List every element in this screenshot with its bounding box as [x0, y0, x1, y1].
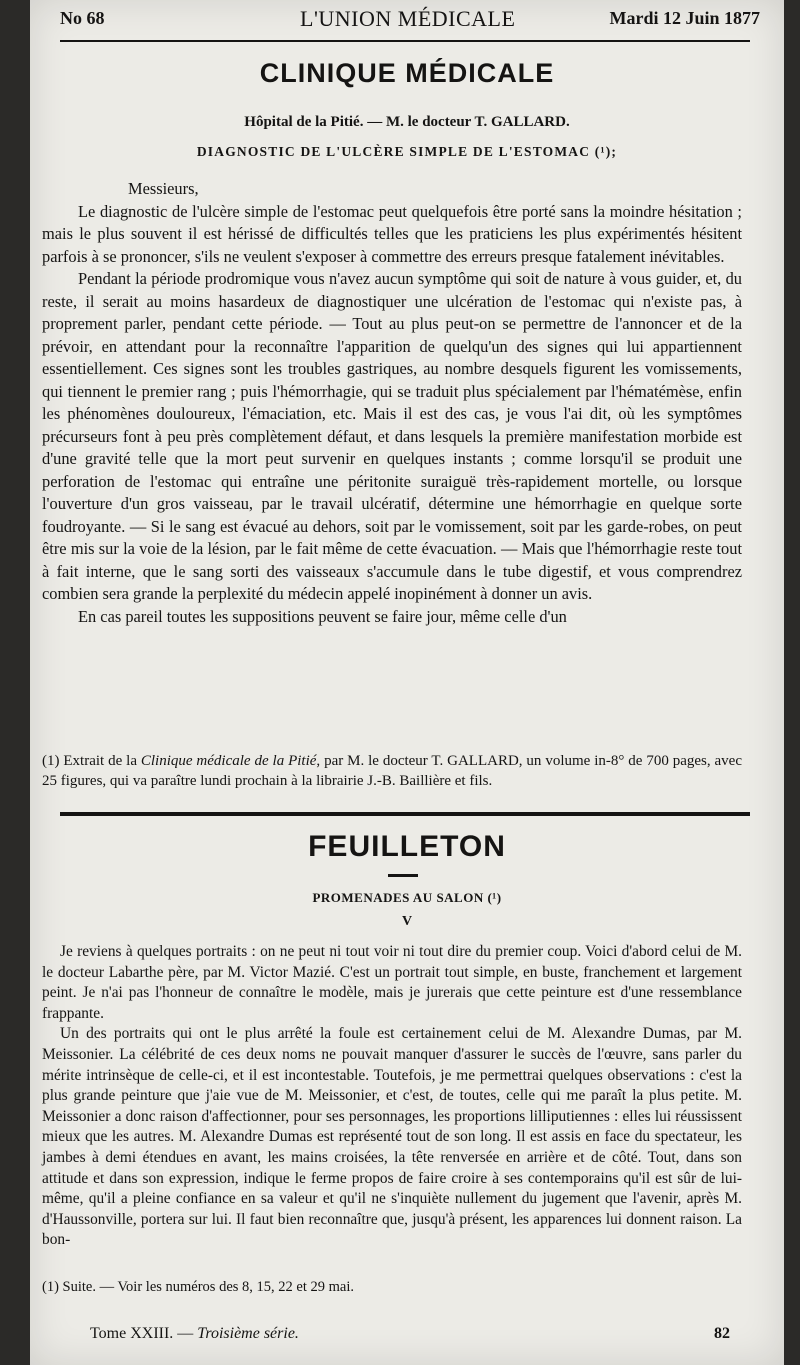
footnote-suffix: , par M. le docteur T. GALLARD, un volume in-8° de 700 pages, avec 25 figures, qui va paraître lundi prochain à la librairie J.-B. Baillière et fils.	[42, 753, 742, 789]
feuilleton-rule	[60, 812, 750, 816]
chapter-number: V	[401, 914, 413, 929]
section-title-feuilleton: FEUILLETON	[308, 830, 506, 863]
salutation: Messieurs,	[128, 179, 199, 198]
paragraph: En cas pareil toutes les suppositions peuvent se faire jour, même celle d'un	[78, 606, 567, 626]
issue-number: No 68	[60, 8, 105, 28]
paragraph: Pendant la période prodromique vous n'avez aucun symptôme qui soit de nature à vous guider, et, du reste, il serait au moins hasardeux de diagnostiquer une ulcération de l'estomac qui n'existe pas, à proprement parler, pendant cette période. — Tout au plus peut-on se permettre de l'annoncer et de la prévoir, en attendant pour la reconnaître l'apparition de quelqu'un des signes qui lui appartiennent essentiellement. Ces signes sont les troubles gastriques, au nombre desquels figurent les vomissements, qui tiennent le premier rang ; puis l'hémorrhagie, qui se traduit plus spécialement par l'hématémèse, enfin les phénomènes douloureux, l'émaciation, etc. Mais il est des cas, je vous l'ai dit, où les symptômes précurseurs font à peu près complètement défaut, et dans lesquels la première manifestation morbide est d'une gravité telle que la mort peut survenir en quelques instants ; comme lorsqu'il se produit une perforation de l'estomac qui entraîne une péritonite suraiguë très-rapidement mortelle, ou lorsque l'ouverture d'un gros vaisseau, par le travail ulcératif, détermine une hémorrhagie en quelque sorte foudroyante. — Si le sang est évacué au dehors, soit par le vomissement, soit par les garde-robes, on peut être mis sur la voie de la lésion, par le fait même de cette évacuation. — Mais que l'hémorrhagie reste tout à fait interne, que le sang sorti des vaisseaux s'accumule dans le tube digestif, et vous comprendrez combien sera grande la perplexité du médecin appelé inopinément à donner un avis.	[42, 269, 742, 603]
issue-date: Mardi 12 Juin 1877	[609, 8, 760, 28]
article-subtitle: DIAGNOSTIC DE L'ULCÈRE SIMPLE DE L'ESTOMAC (¹);	[196, 144, 618, 159]
series-label: Troisième série.	[197, 1325, 299, 1342]
feuilleton-subtitle: PROMENADES AU SALON (¹)	[312, 890, 502, 905]
header-rule	[60, 40, 750, 42]
paragraph: Le diagnostic de l'ulcère simple de l'estomac peut quelquefois être porté sans la moindre hésitation ; mais le plus souvent il est hérissé de difficultés telles que les praticiens les plus expérimentés hésitent parfois à se prononcer, s'ils ne veulent s'exposer à commettre des erreurs presque fatalement inévitables.	[42, 201, 742, 266]
volume-info	[90, 1325, 299, 1343]
title-dash	[388, 874, 418, 877]
hospital-line: Hôpital de la Pitié. — M. le docteur T. GALLARD.	[244, 114, 570, 130]
page-number: 82	[714, 1325, 730, 1342]
volume-label: Tome XXIII. —	[90, 1325, 198, 1342]
footnote-prefix: (1) Extrait de la	[42, 753, 141, 769]
paragraph: Un des portraits qui ont le plus arrêté la foule est certainement celui de M. Alexandre Dumas, par M. Meissonier. La célébrité de ces deux noms ne pouvait manquer d'assurer le succès de l'œuvre, sans parler du mérite intrinsèque de celle-ci, et il est incontestable. Toutefois, je me permettrai quelques observations : c'est la plus grande peinture que j'aie vue de M. Meissonier, et c'est, de toutes, celle qui me paraît la plus petite. M. Meissonier a donc raison d'affectionner, pour ses personnages, les proportions lilliputiennes : elles lui réussissent mieux que les autres. M. Alexandre Dumas est représenté tout de son long. Il est assis en face du spectateur, les jambes à demi étendues en avant, les mains croisées, la tête renversée en arrière et de côté. Tout, dans son attitude et dans son expression, indique le ferme propos de faire croire à ses contemporains qu'il est sûr de lui-même, qu'il a pleine confiance en sa valeur et qu'il ne s'inquiète nullement du jugement que l'avenir, après M. d'Haussonville, portera sur lui. Il faut bien reconnaître que, jusqu'à présent, les apparences lui donnent raison. La bon-	[42, 1025, 742, 1249]
journal-title: L'UNION MÉDICALE	[300, 6, 516, 31]
newspaper-page	[30, 0, 784, 1365]
feuilleton-footnote: (1) Suite. — Voir les numéros des 8, 15, 22 et 29 mai.	[42, 1279, 354, 1295]
clinique-body	[42, 178, 742, 628]
paragraph: Je reviens à quelques portraits : on ne peut ni tout voir ni tout dire du premier coup. Voici d'abord celui de M. le docteur Labarthe père, par M. Victor Mazié. C'est un portrait tout simple, en buste, franchement et largement peint. Je n'ai pas l'honneur de connaître le modèle, mais je jurerais que cette peinture est d'une ressemblance frappante.	[42, 943, 742, 1022]
section-title-clinique: CLINIQUE MÉDICALE	[259, 58, 555, 88]
clinique-footnote	[42, 752, 742, 791]
footnote-book-title: Clinique médicale de la Pitié	[140, 753, 317, 769]
feuilleton-body	[42, 942, 742, 1251]
page-header	[60, 6, 760, 32]
